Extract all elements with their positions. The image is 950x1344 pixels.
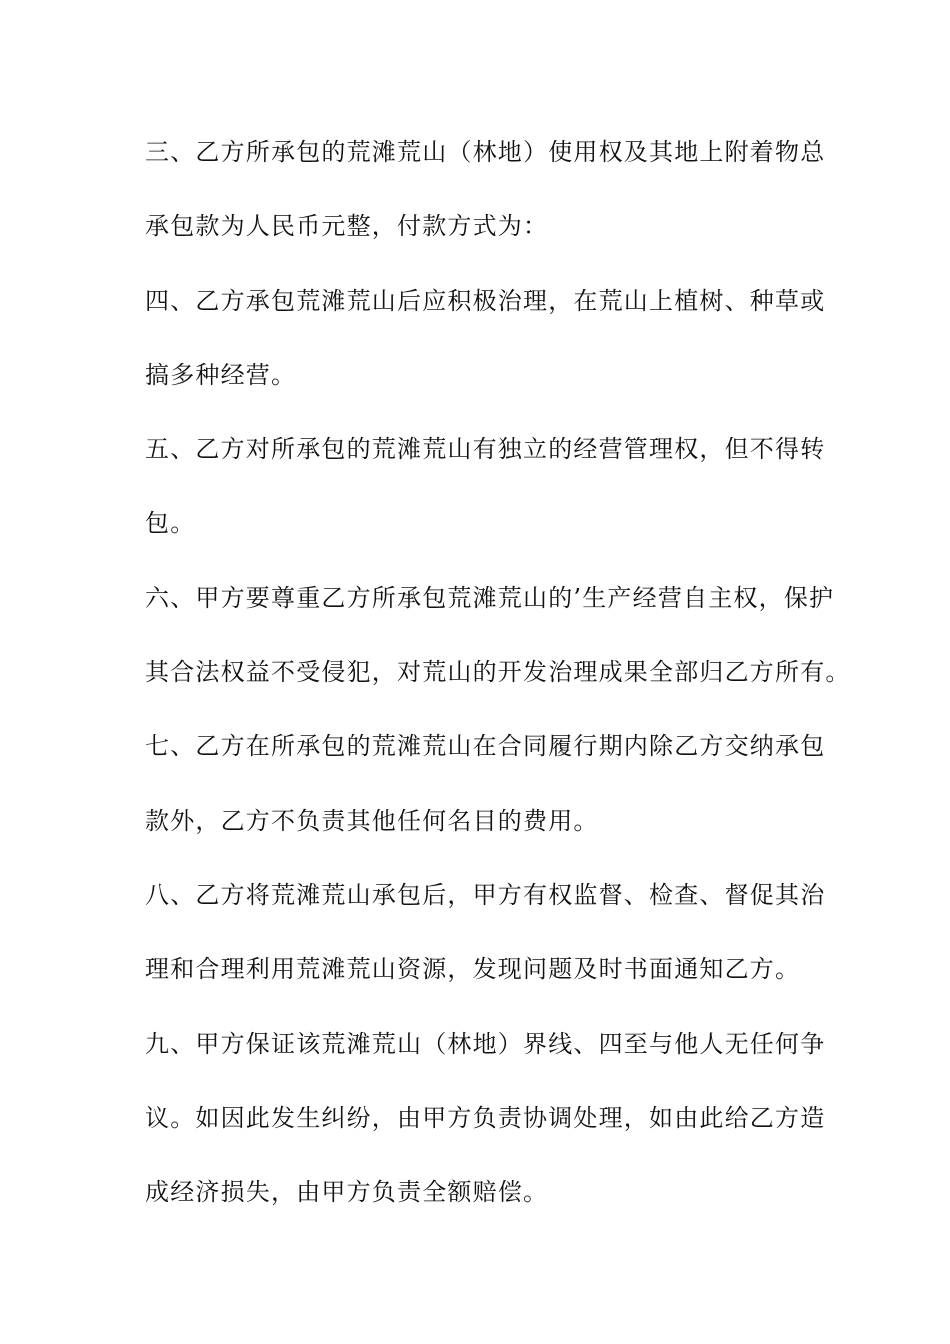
clause-7-line-2: 款外，乙方不负责其他任何名目的费用。 xyxy=(145,807,599,835)
clause-8-line-2: 理和合理利用荒滩荒山资源，发现问题及时书面通知乙方。 xyxy=(145,955,801,983)
clause-4-line-1: 四、乙方承包荒滩荒山后应积极治理，在荒山上植树、种草或 xyxy=(145,287,826,315)
clause-7-line-1: 七、乙方在所承包的荒滩荒山在合同履行期内除乙方交纳承包 xyxy=(145,732,826,760)
clause-4-line-2: 搞多种经营。 xyxy=(145,361,297,389)
clause-3-line-2: 承包款为人民币元整，付款方式为： xyxy=(145,212,549,240)
clause-9-line-3: 成经济损失，由甲方负责全额赔偿。 xyxy=(145,1178,549,1206)
clause-5-line-2: 包。 xyxy=(145,509,196,537)
clause-8-line-1: 八、乙方将荒滩荒山承包后，甲方有权监督、检查、督促其治 xyxy=(145,881,826,909)
clause-9-line-1: 九、甲方保证该荒滩荒山（林地）界线、四至与他人无任何争 xyxy=(145,1030,826,1058)
clause-6-line-1: 六、甲方要尊重乙方所承包荒滩荒山的’生产经营自主权，保护 xyxy=(145,584,835,612)
clause-3-line-1: 三、乙方所承包的荒滩荒山（林地）使用权及其地上附着物总 xyxy=(145,138,826,166)
clause-6-line-2: 其合法权益不受侵犯，对荒山的开发治理成果全部归乙方所有。 xyxy=(145,658,851,686)
clause-9-line-2: 议。如因此发生纠纷，由甲方负责协调处理，如由此给乙方造 xyxy=(145,1104,826,1132)
clause-5-line-1: 五、乙方对所承包的荒滩荒山有独立的经营管理权，但不得转 xyxy=(145,435,826,463)
